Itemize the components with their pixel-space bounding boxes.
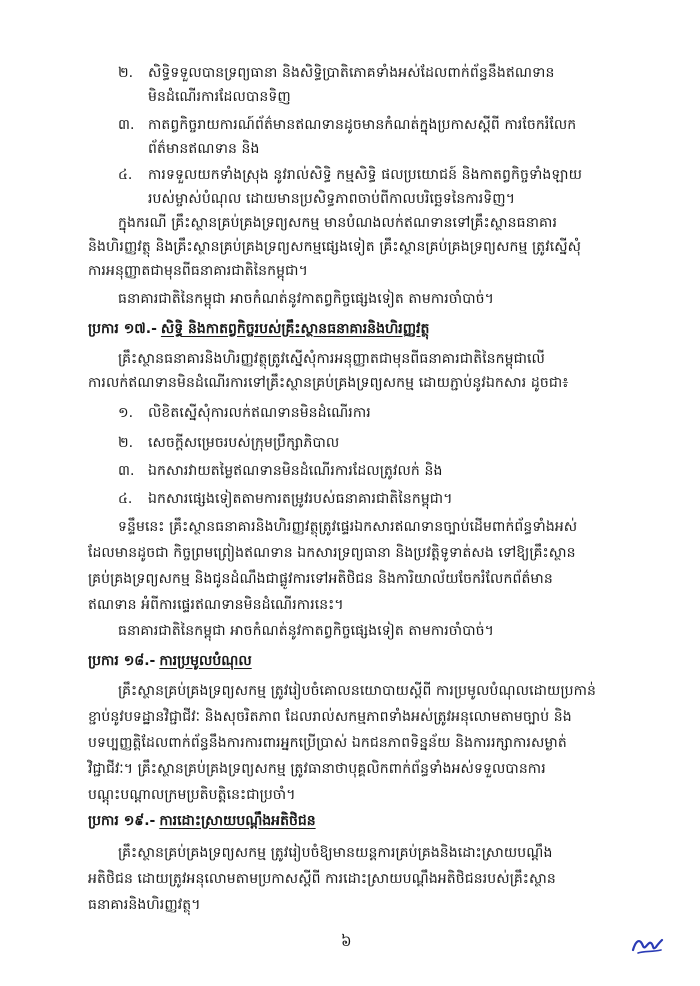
article-18-heading xyxy=(88,652,252,670)
paragraph-line: បទប្បញ្ញត្តិដែលពាក់ព័ន្ធនឹងការការពារអ្នកប្រើប្រាស់ ឯកជនភាពទិន្នន័យ និងការរក្សាការសម្ងាត់ xyxy=(88,735,567,751)
article-label: ប្រការ ១៨.- xyxy=(88,653,156,669)
paragraph-line: ខ្ជាប់នូវបទដ្ឋានវិជ្ជាជីវៈ និងសុចរិតភាព ដែលរាល់សកម្មភាពទាំងអស់ត្រូវអនុលោមតាមច្បាប់ និង xyxy=(88,709,572,725)
paragraph-line: ទន្ទឹមនេះ គ្រឹះស្ថានធនាគារនិងហិរញ្ញវត្ថុត្រូវផ្ទេរឯកសារឥណទានច្បាប់ដើមពាក់ព័ន្ធទាំងអស់ xyxy=(118,519,578,535)
list-item-line: ការទទួលយកទាំងស្រុង នូវរាល់សិទ្ធិ កម្មសិទ្ធិ ផលប្រយោជន៍ និងកាតព្វកិច្ចទាំងឡាយ xyxy=(148,167,583,183)
list-item-number: ១. xyxy=(118,405,134,421)
article-label: ប្រការ ១៩.- xyxy=(88,813,156,829)
paragraph-line: ការអនុញ្ញាតជាមុនពីធនាគារជាតិនៃកម្ពុជា។ xyxy=(88,263,308,279)
list-item-number: ៤. xyxy=(118,491,133,507)
article-17-heading xyxy=(88,320,429,338)
article-title: ការប្រមូលបំណុល xyxy=(159,653,252,669)
paragraph-line: អតិថិជន ដោយត្រូវអនុលោមតាមប្រកាសស្តីពី ការដោះស្រាយបណ្តឹងអតិថិជនរបស់គ្រឹះស្ថាន xyxy=(88,871,556,887)
paragraph-line: គ្រឹះស្ថានគ្រប់គ្រងទ្រព្យសកម្ម ត្រូវរៀបចំឱ្យមានយន្តការគ្រប់គ្រងនិងដោះស្រាយបណ្តឹង xyxy=(118,845,553,861)
list-item-line: ព័ត៌មានឥណទាន និង xyxy=(148,141,260,157)
list-item-number: ២. xyxy=(118,65,134,81)
paragraph-line: ធនាគារនិងហិរញ្ញវត្ថុ។ xyxy=(88,897,201,913)
list-item-line: កាតព្វកិច្ចរាយការណ៍ព័ត៌មានឥណទានដូចមានកំណត់ក្នុងប្រកាសស្តីពី ការចែករំលែក xyxy=(148,117,577,133)
list-item-line: មិនដំណើរការដែលបានទិញ xyxy=(148,89,291,105)
paragraph-line: បណ្តុះបណ្តាលក្រមប្រតិបត្តិនេះជាប្រចាំ។ xyxy=(88,787,296,803)
article-label: ប្រការ ១៧.- xyxy=(88,321,157,337)
article-title: សិទ្ធិ និងកាតព្វកិច្ចរបស់គ្រឹះស្ថានធនាគារនិងហិរញ្ញវត្ថុ xyxy=(160,321,430,337)
article-title: ការដោះស្រាយបណ្តឹងអតិថិជន xyxy=(159,813,316,829)
paragraph-line: ធនាគារជាតិនៃកម្ពុជា អាចកំណត់នូវកាតព្វកិច្ចផ្សេងទៀត តាមការចាំបាច់។ xyxy=(118,623,494,639)
list-item-line: ឯកសារផ្សេងទៀតតាមការតម្រូវរបស់ធនាគារជាតិនៃកម្ពុជា។ xyxy=(148,491,453,507)
list-item-line: លិខិតស្នើសុំការលក់ឥណទានមិនដំណើរការ xyxy=(148,405,371,421)
list-item-line: សេចក្តីសម្រេចរបស់ក្រុមប្រឹក្សាភិបាល xyxy=(148,435,340,451)
paragraph-line: ឥណទាន អំពីការផ្ទេរឥណទានមិនដំណើរការនេះ។ xyxy=(88,597,344,613)
paragraph-line: ក្នុងករណី គ្រឹះស្ថានគ្រប់គ្រងទ្រព្យសកម្ម មានបំណងលក់ឥណទានទៅគ្រឹះស្ថានធនាគារ xyxy=(118,215,557,231)
list-item-line: ឯកសារវាយតម្លៃឥណទានមិនដំណើរការដែលត្រូវលក់ និង xyxy=(148,463,443,479)
list-item-number: ៤. xyxy=(118,167,133,183)
paragraph-line: ដែលមានដូចជា កិច្ចព្រមព្រៀងឥណទាន ឯកសារទ្រព្យធានា និងប្រវត្តិទូទាត់សង ទៅឱ្យគ្រឹះស្ថាន xyxy=(88,545,576,561)
list-item-line: របស់ម្ចាស់បំណុល ដោយមានប្រសិទ្ធភាពចាប់ពីកាលបរិច្ឆេទនៃការទិញ។ xyxy=(148,191,516,207)
list-item-line: សិទ្ធិទទួលបានទ្រព្យធានា និងសិទ្ធិប្រាតិភោគទាំងអស់ដែលពាក់ព័ន្ធនឹងឥណទាន xyxy=(148,65,555,81)
paragraph-line: គ្រឹះស្ថានធនាគារនិងហិរញ្ញវត្ថុត្រូវស្នើសុំការអនុញ្ញាតជាមុនពីធនាគារជាតិនៃកម្ពុជាលើ xyxy=(118,351,545,367)
list-item-number: ៣. xyxy=(118,463,135,479)
paragraph-line: ការលក់ឥណទានមិនដំណើរការទៅគ្រឹះស្ថានគ្រប់គ្រងទ្រព្យសកម្ម ដោយភ្ជាប់នូវឯកសារ ដូចជា៖ xyxy=(88,375,569,391)
paragraph-line: និងហិរញ្ញវត្ថុ និងគ្រឹះស្ថានគ្រប់គ្រងទ្រព្យសកម្មផ្សេងទៀត គ្រឹះស្ថានគ្រប់គ្រងទ្រព្យសកម្ម ត្រូវស្នើសុំ xyxy=(88,239,582,255)
article-19-heading xyxy=(88,812,316,830)
paragraph-line: ធនាគារជាតិនៃកម្ពុជា អាចកំណត់នូវកាតព្វកិច្ចផ្សេងទៀត តាមការចាំបាច់។ xyxy=(118,291,494,307)
page-number: ៦ xyxy=(341,932,352,950)
paragraph-line: វិជ្ជាជីវៈ។ គ្រឹះស្ថានគ្រប់គ្រងទ្រព្យសកម្ម ត្រូវធានាថាបុគ្គលិកពាក់ព័ន្ធទាំងអស់ទទួលបានការ xyxy=(88,761,546,777)
paragraph-line: គ្រឹះស្ថានគ្រប់គ្រងទ្រព្យសកម្ម ត្រូវរៀបចំគោលនយោបាយស្តីពី ការប្រមូលបំណុលដោយប្រកាន់ xyxy=(118,683,597,699)
list-item-number: ៣. xyxy=(118,117,135,133)
paragraph-line: គ្រប់គ្រងទ្រព្យសកម្ម និងជូនដំណឹងជាផ្លូវការទៅអតិថិជន និងការិយាល័យចែករំលែកព័ត៌មាន xyxy=(88,571,553,587)
initials-stamp-icon xyxy=(630,934,664,956)
list-item-number: ២. xyxy=(118,435,134,451)
